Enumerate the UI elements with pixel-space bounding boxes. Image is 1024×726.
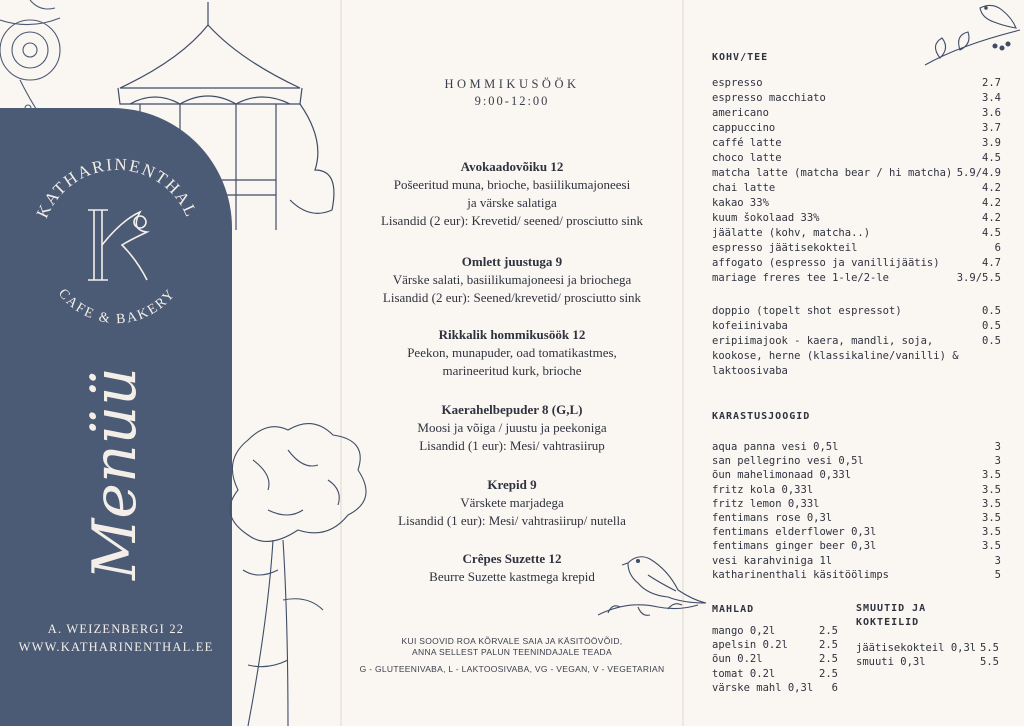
breakfast-hours: 9:00-12:00 — [474, 94, 550, 108]
address-text: A. WEIZENBERGI 22 — [47, 622, 185, 636]
brand-name-arc: KATHARINENTHAL — [32, 154, 202, 221]
coffee-item-price: 3.6 — [982, 107, 1001, 119]
soft-drink-item-price: 3 — [994, 554, 1001, 567]
coffee-item-price: 2.7 — [982, 77, 1001, 89]
juice-item-name: õun 0.2l — [712, 653, 763, 666]
soft-drink-item-name: fritz lemon 0,33l — [712, 497, 820, 510]
juice-item-name: apelsin 0.2l — [712, 639, 788, 652]
breakfast-item-description: Lisandid (1 eur): Mesi/ vahtrasiirup — [419, 438, 605, 453]
coffee-item-name: chai latte — [712, 182, 776, 194]
juice-item-price: 2.5 — [819, 625, 838, 637]
coffee-item-name: espresso macchiato — [712, 92, 826, 104]
coffee-extra-price: 0.5 — [982, 320, 1001, 332]
breakfast-item-description: Värskete marjadega — [460, 495, 564, 510]
coffee-item-name: cappuccino — [712, 122, 776, 134]
juice-item-name: tomat 0.2l — [712, 667, 776, 680]
smoothie-item-name: jäätisekokteil 0,3l — [856, 642, 977, 654]
breakfast-item-name: Avokaadovõiku 12 — [460, 159, 564, 174]
juice-item-name: mango 0,2l — [712, 625, 776, 637]
breakfast-item-name: Rikkalik hommikusöök 12 — [438, 327, 586, 342]
breakfast-item-name: Omlett juustuga 9 — [461, 254, 563, 269]
breakfast-item-description: Lisandid (2 eur): Krevetid/ seened/ prosciutto sink — [380, 213, 644, 228]
bird-illustration — [598, 545, 708, 625]
breakfast-item — [342, 326, 682, 380]
soft-drink-item-name: fentimans rose 0,3l — [712, 512, 833, 524]
coffee-extra-name: doppio (topelt shot espressot) — [712, 305, 902, 317]
brand-tagline-arc: CAFE & BAKERY — [54, 286, 180, 328]
breakfast-item-description: Pošeeritud muna, brioche, basiilikumajoneesi — [393, 177, 631, 192]
soft-drinks-section-title: KARASTUSJOOGID — [712, 411, 811, 422]
coffee-item-price: 3.9 — [982, 137, 1001, 149]
smoothie-item-name: smuuti 0,3l — [856, 656, 926, 669]
coffee-extra-name: eripiimajook - kaera, mandli, soja, — [712, 335, 934, 347]
coffee-item-name: kakao 33% — [712, 197, 769, 209]
juices-section-title: MAHLAD — [712, 604, 755, 615]
coffee-item-price: 4.2 — [982, 197, 1001, 209]
soft-drink-item-price: 3.5 — [982, 526, 1001, 539]
menu-script-title — [40, 367, 190, 580]
coffee-item-price: 5.9/4.9 — [956, 167, 1001, 179]
soft-drink-item-name: vesi karahviniga 1l — [712, 554, 833, 567]
coffee-item-price: 4.5 — [982, 152, 1001, 164]
juice-item-price: 2.5 — [819, 653, 838, 666]
coffee-section-title: KOHV/TEE — [712, 52, 769, 63]
breakfast-item — [342, 476, 682, 530]
website-link[interactable]: WWW.KATHARINENTHAL.EE — [18, 640, 214, 654]
flower-illustration — [0, 0, 70, 120]
smoothies-section-title-line1: SMUUTID JA — [856, 603, 927, 614]
breakfast-item-name: Kaerahelbepuder 8 (G,L) — [441, 402, 583, 417]
breakfast-item-description: marineeritud kurk, brioche — [442, 363, 582, 378]
coffee-item-price: 4.7 — [982, 257, 1001, 269]
breakfast-item-description: Lisandid (1 eur): Mesi/ vahtrasiirup/ nutella — [398, 513, 626, 528]
breakfast-item-name: Crêpes Suzette 12 — [462, 551, 562, 566]
soft-drink-item-name: aqua panna vesi 0,5l — [712, 441, 839, 453]
coffee-item-name: choco latte — [712, 152, 782, 164]
coffee-item-name: kuum šokolaad 33% — [712, 212, 820, 224]
soft-drink-item-price: 3.5 — [982, 483, 1001, 496]
soft-drink-item-name: san pellegrino vesi 0,5l — [712, 455, 864, 468]
breakfast-item-description: Värske salati, basiilikumajoneesi ja briochega — [392, 272, 632, 287]
breakfast-item — [342, 158, 682, 230]
breakfast-item — [342, 401, 682, 455]
soft-drink-item-name: fentimans ginger beer 0,3l — [712, 540, 877, 553]
soft-drink-item-price: 3.5 — [982, 497, 1001, 510]
coffee-extra-name: kookose, herne (klassikaline/vanilli) & — [712, 350, 959, 362]
coffee-item-name: mariage freres tee 1-le/2-le — [712, 272, 890, 284]
coffee-item-name: jäälatte (kohv, matcha..) — [712, 227, 871, 239]
breakfast-item-description: Lisandid (2 eur): Seened/krevetid/ prosciutto sink — [382, 290, 642, 305]
breakfast-item-description: ja värske salatiga — [467, 195, 557, 210]
coffee-item-price: 6 — [994, 242, 1001, 254]
soft-drink-item-name: katharinenthali käsitöölimps — [712, 568, 890, 581]
breakfast-title: HOMMIKUSÖÖK — [444, 77, 580, 91]
coffee-extra-price: 0.5 — [982, 305, 1001, 317]
soft-drink-item-price: 3.5 — [982, 469, 1001, 482]
coffee-item-price: 3.9/5.5 — [956, 272, 1001, 284]
soft-drink-item-price: 3.5 — [982, 540, 1001, 553]
svg-text:KATHARINENTHAL — [33, 155, 202, 221]
breakfast-item-description: Peekon, munapuder, oad tomatikastmes, — [407, 345, 617, 360]
coffee-item-price: 3.7 — [982, 122, 1001, 134]
diet-legend: G - GLUTEENIVABA, L - LAKTOOSIVABA, VG - VEGAN, V - VEGETARIAN — [359, 664, 665, 674]
soft-drink-item-price: 3 — [994, 441, 1001, 453]
coffee-item-name: americano — [712, 107, 769, 119]
soft-drink-item-price: 3 — [994, 455, 1001, 468]
coffee-extra-name: kofeiinivaba — [712, 320, 788, 332]
soft-drink-item-name: fentimans elderflower 0,3l — [712, 526, 877, 539]
smoothies-section-title-line2: KOKTEILID — [856, 617, 920, 628]
coffee-item-price: 4.2 — [982, 182, 1001, 194]
breakfast-item-name: Krepid 9 — [487, 477, 537, 492]
menu-script-text: Menüü — [80, 367, 150, 580]
juice-item-price: 2.5 — [819, 639, 838, 652]
coffee-item-name: matcha latte (matcha bear / hi matcha) — [712, 167, 953, 179]
coffee-item-price: 4.5 — [982, 227, 1001, 239]
svg-text:CAFE & BAKERY — [55, 286, 179, 327]
bread-note-line2: ANNA SELLEST PALUN TEENINDAJALE TEADA — [412, 647, 612, 657]
breakfast-item-description: Beurre Suzette kastmega krepid — [429, 569, 595, 584]
soft-drink-item-name: fritz kola 0,33l — [712, 483, 814, 496]
bread-note-line1: KUI SOOVID ROA KÕRVALE SAIA JA KÄSITÖÖVÕID, — [401, 636, 623, 646]
soft-drink-item-price: 5 — [994, 568, 1001, 581]
breakfast-item-description: Moosi ja võiga / juustu ja peekoniga — [417, 420, 607, 435]
coffee-extra-name: laktoosivaba — [712, 365, 788, 377]
smoothie-item-price: 5.5 — [980, 656, 999, 669]
coffee-item-name: caffé latte — [712, 137, 782, 149]
coffee-item-name: espresso jäätisekokteil — [712, 242, 858, 254]
branch-bird-illustration — [920, 0, 1024, 72]
soft-drink-item-price: 3.5 — [982, 512, 1001, 524]
coffee-item-price: 3.4 — [982, 92, 1001, 104]
coffee-item-name: espresso — [712, 77, 763, 89]
juice-item-price: 2.5 — [819, 667, 838, 680]
coffee-item-price: 4.2 — [982, 212, 1001, 224]
juice-item-name: värske mahl 0,3l — [712, 681, 814, 694]
coffee-item-name: affogato (espresso ja vanillijäätis) — [712, 257, 940, 269]
brand-logo — [22, 150, 212, 340]
juice-item-price: 6 — [831, 681, 838, 694]
soft-drink-item-name: õun mahelimonaad 0,33l — [712, 469, 852, 482]
breakfast-item — [342, 253, 682, 307]
coffee-extra-price: 0.5 — [982, 335, 1001, 347]
smoothie-item-price: 5.5 — [980, 642, 999, 654]
